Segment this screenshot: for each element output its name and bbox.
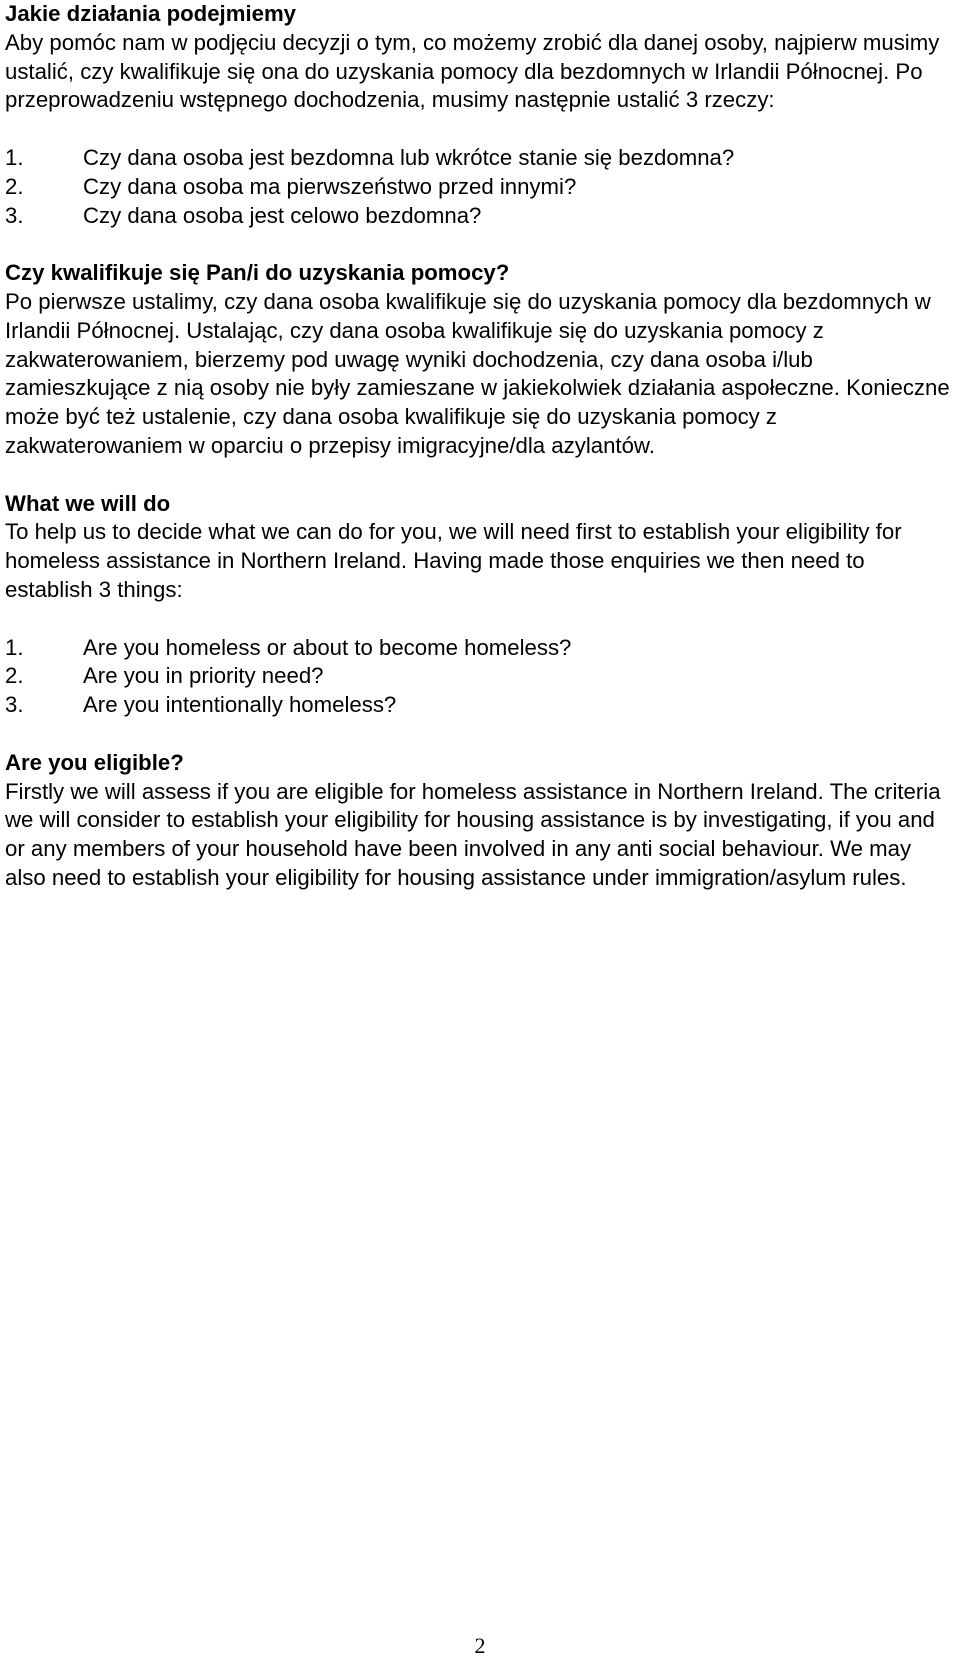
polish-eligibility-paragraph: Po pierwsze ustalimy, czy dana osoba kwalifikuje się do uzyskania pomocy dla bezdomnych w Irlandii Północnej. Ustalając, czy dana osoba kwalifikuje się do uzyskania pomocy z zakwaterowaniem, bierzemy pod uwagę wyniki dochodzenia, czy dana osoba i/lub zamieszkujące z nią osoby nie były zamieszane w jakiekolwiek działania aspołeczne. Konieczne może być też ustalenie, czy dana osoba kwalifikuje się do uzyskania pomocy z zakwaterowaniem w oparciu o przepisy imigracyjne/dla azylantów. — [5, 288, 950, 458]
spacer — [5, 230, 950, 259]
english-heading-what-we-do: What we will do — [5, 490, 171, 516]
spacer — [5, 115, 950, 144]
list-item — [5, 662, 950, 691]
english-intro-paragraph: To help us to decide what we can do for you, we will need first to establish your eligibility for homeless assistance in Northern Ireland. Having made those enquiries we then need to establish 3 things: — [5, 519, 902, 602]
list-item — [5, 691, 950, 720]
list-item-text: Czy dana osoba ma pierwszeństwo przed innymi? — [83, 173, 577, 199]
polish-question-list — [5, 144, 950, 230]
list-item-text: Are you intentionally homeless? — [83, 692, 397, 718]
spacer — [5, 461, 950, 490]
list-item-text: Czy dana osoba jest bezdomna lub wkrótce stanie się bezdomna? — [83, 144, 735, 170]
polish-intro-paragraph: Aby pomóc nam w podjęciu decyzji o tym, co możemy zrobić dla danej osoby, najpierw musimy ustalić, czy kwalifikuje się ona do uzyskania pomocy dla bezdomnych w Irlandii Północnej. Po przeprowadzeniu wstępnego dochodzenia, musimy następnie ustalić 3 rzeczy: — [5, 29, 940, 113]
page-number: 2 — [474, 1633, 486, 1658]
list-item-number: 1. — [5, 634, 24, 660]
list-item-number: 1. — [5, 144, 24, 170]
polish-section — [5, 0, 950, 461]
english-section — [5, 490, 950, 893]
list-item — [5, 173, 950, 202]
list-item — [5, 202, 950, 231]
polish-heading-what-we-do: Jakie działania podejmiemy — [5, 1, 297, 26]
list-item-number: 3. — [5, 202, 24, 228]
list-item-number: 2. — [5, 663, 24, 689]
english-eligibility-paragraph: Firstly we will assess if you are eligible for homeless assistance in Northern Ireland. The criteria we will consider to establish your eligibility for housing assistance is by investigating, if you and or any members of your household have been involved in any anti social behaviour. We may also need to establish your eligibility for housing assistance under immigration/asylum rules. — [5, 778, 941, 890]
list-item — [5, 144, 950, 173]
document-body — [5, 0, 950, 893]
english-heading-eligibility: Are you eligible? — [5, 749, 184, 775]
list-item-text: Are you homeless or about to become homeless? — [83, 634, 572, 660]
english-question-list — [5, 634, 950, 720]
spacer — [5, 720, 950, 749]
list-item-number: 2. — [5, 173, 24, 199]
spacer — [5, 605, 950, 634]
list-item — [5, 634, 950, 663]
list-item-text: Are you in priority need? — [83, 663, 324, 689]
list-item-number: 3. — [5, 692, 24, 718]
list-item-text: Czy dana osoba jest celowo bezdomna? — [83, 202, 482, 228]
polish-heading-eligibility: Czy kwalifikuje się Pan/i do uzyskania pomocy? — [5, 260, 510, 286]
